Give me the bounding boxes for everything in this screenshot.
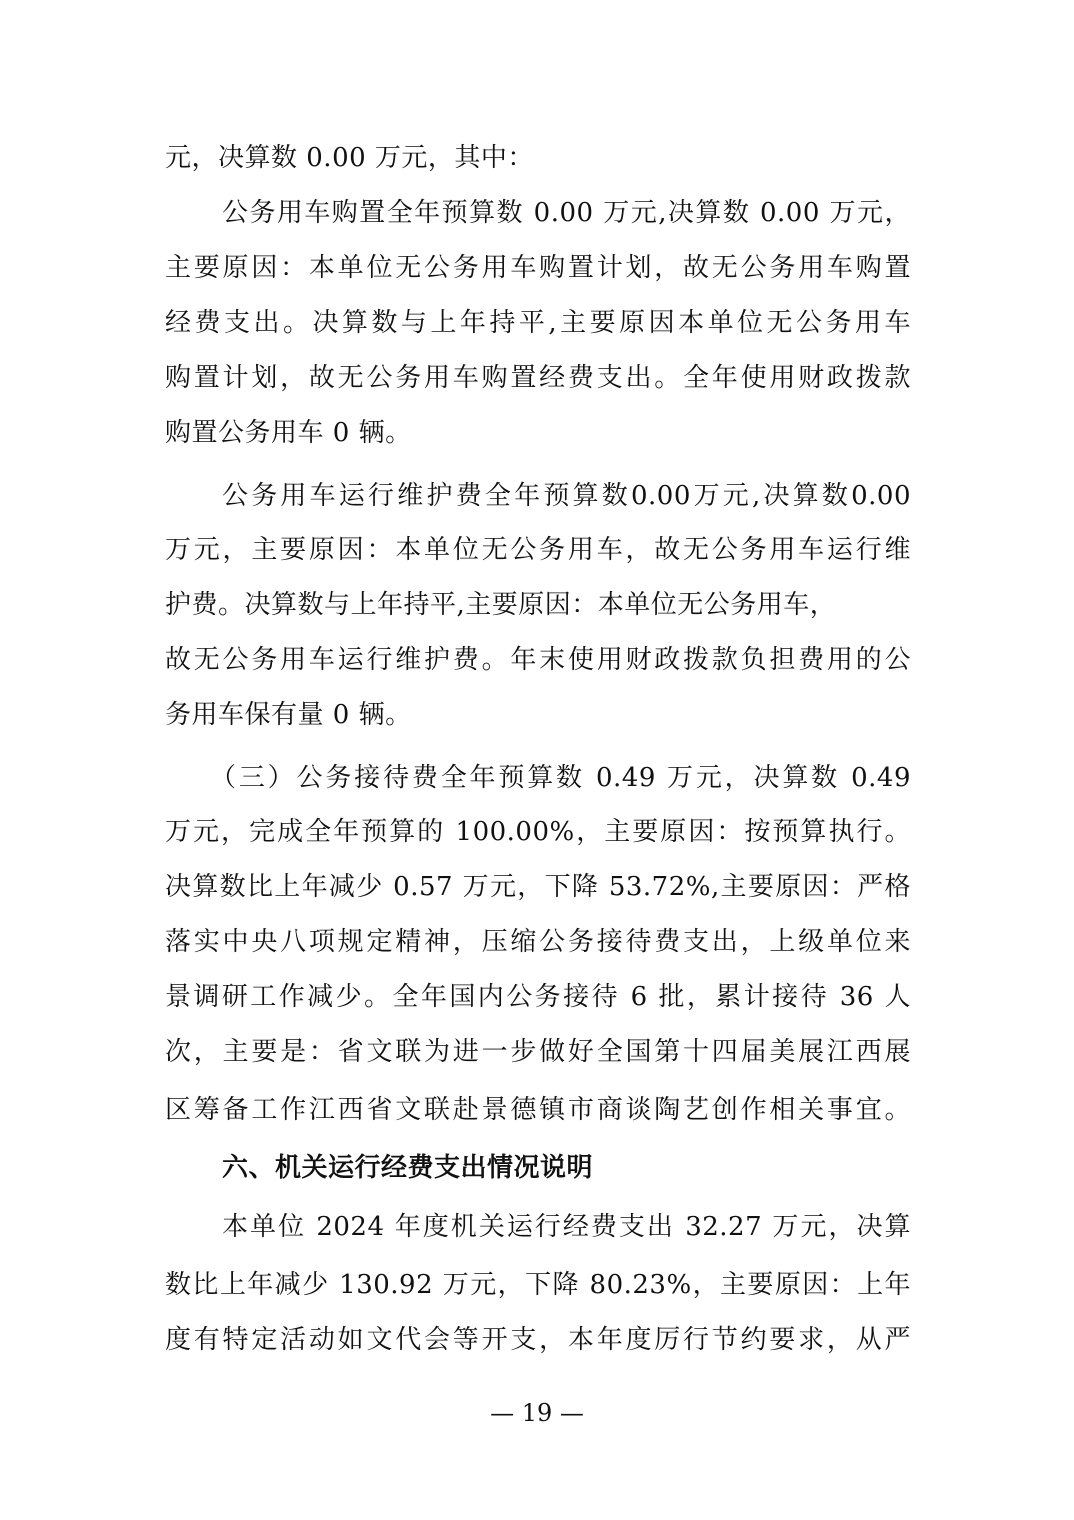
text-line: 万元，完成全年预算的 100.00%，主要原因：按预算执行。 bbox=[165, 817, 911, 847]
text-line: 区筹备工作江西省文联赴景德镇市商谈陶艺创作相关事宜。 bbox=[165, 1095, 911, 1125]
text-line: 落实中央八项规定精神，压缩公务接待费支出，上级单位来 bbox=[165, 927, 911, 957]
page-number: — 19 — bbox=[490, 1399, 584, 1427]
text-line: 购置计划，故无公务用车购置经费支出。全年使用财政拨款 bbox=[165, 363, 911, 393]
text-line: 公务用车运行维护费全年预算数0.00万元,决算数0.00 bbox=[222, 481, 911, 511]
text-line: 故无公务用车运行维护费。年末使用财政拨款负担费用的公 bbox=[165, 645, 911, 675]
text-line: 护费。决算数与上年持平,主要原因：本单位无公务用车， bbox=[165, 590, 837, 620]
text-line: 数比上年减少 130.92 万元，下降 80.23%，主要原因：上年 bbox=[165, 1270, 911, 1300]
text-line: 度有特定活动如文代会等开支，本年度厉行节约要求，从严 bbox=[165, 1325, 911, 1355]
text-line: 万元，主要原因：本单位无公务用车，故无公务用车运行维 bbox=[165, 535, 911, 565]
text-line: 决算数比上年减少 0.57 万元，下降 53.72%,主要原因：严格 bbox=[165, 872, 911, 902]
text-line: 主要原因：本单位无公务用车购置计划，故无公务用车购置 bbox=[165, 253, 911, 283]
text-line: 元，决算数 0.00 万元，其中： bbox=[165, 143, 534, 173]
text-line: 经费支出。决算数与上年持平,主要原因本单位无公务用车 bbox=[165, 308, 911, 338]
text-line: 次，主要是：省文联为进一步做好全国第十四届美展江西展 bbox=[165, 1037, 911, 1067]
section-heading: 六、机关运行经费支出情况说明 bbox=[222, 1153, 594, 1183]
text-line: 公务用车购置全年预算数 0.00 万元,决算数 0.00 万元， bbox=[222, 198, 911, 228]
text-line: 本单位 2024 年度机关运行经费支出 32.27 万元，决算 bbox=[222, 1212, 911, 1242]
text-line: 购置公务用车 0 辆。 bbox=[165, 418, 412, 448]
text-line: 景调研工作减少。全年国内公务接待 6 批，累计接待 36 人 bbox=[165, 982, 911, 1012]
text-line: （三）公务接待费全年预算数 0.49 万元，决算数 0.49 bbox=[210, 763, 911, 793]
text-line: 务用车保有量 0 辆。 bbox=[165, 700, 412, 730]
